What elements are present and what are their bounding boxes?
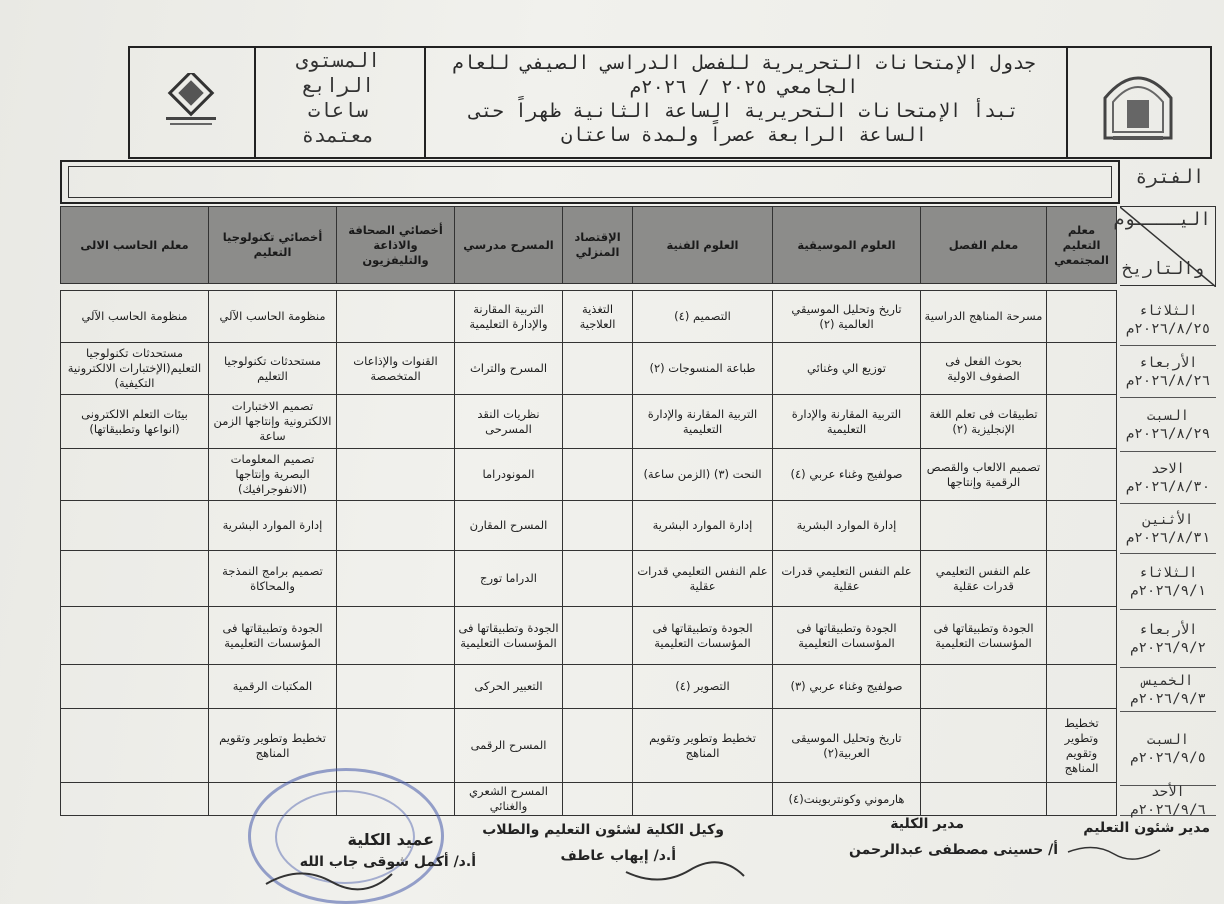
column-header: أخصائي الصحافة والاذاعة والتليفزيون [337, 207, 455, 284]
exam-cell: القنوات والإذاعات المتخصصة [337, 343, 455, 395]
exam-cell: نظريات النقد المسرحى [455, 395, 563, 449]
title-line: الساعة الرابعة عصراً ولمدة ساعتان [560, 124, 928, 146]
date-column [1113, 206, 1216, 818]
exam-cell: هارموني وكونتربوينت(٤) [773, 783, 921, 816]
exam-cell [1047, 551, 1117, 607]
exam-date: ٢٠٢٦/٨/٢٥م [1125, 320, 1211, 337]
exam-cell [921, 709, 1047, 783]
day-date-cell [1120, 668, 1216, 712]
exam-cell: مستحدثات تكنولوجيا التعليم(الإختبارات الالكترونية التكيفية) [61, 343, 209, 395]
exam-cell: الجودة وتطبيقاتها فى المؤسسات التعليمية [209, 607, 337, 665]
exam-date: ٢٠٢٦/٩/٥م [1130, 749, 1206, 766]
day-name: السبت [1146, 407, 1190, 424]
exam-date: ٢٠٢٦/٩/٣م [1130, 690, 1206, 707]
manager-name: أ/ حسينى مصطفى عبدالرحمن [848, 842, 1058, 858]
exam-row [61, 709, 1117, 783]
day-date-cell [1120, 554, 1216, 610]
header-row [61, 207, 1117, 284]
exam-cell: المسرح المقارن [455, 501, 563, 551]
exam-cell: مستحدثات تكنولوجيا التعليم [209, 343, 337, 395]
day-date-cell [1120, 452, 1216, 504]
vice-name: أ.د/ إيهاب عاطف [560, 848, 676, 864]
exam-cell [337, 665, 455, 709]
affairs-title: مدير شئون التعليم [1083, 820, 1210, 836]
exam-cell [337, 291, 455, 343]
exam-cell: مسرحة المناهج الدراسية [921, 291, 1047, 343]
exam-cell: المسرح والتراث [455, 343, 563, 395]
exam-cell [1047, 665, 1117, 709]
title-line: تبدأ الإمتحانات التحريرية الساعة الثانية ظهراً حتى [469, 100, 1019, 122]
exam-cell: التربية المقارنة والإدارة التعليمية [455, 291, 563, 343]
exam-cell [563, 783, 633, 816]
title-line: جدول الإمتحانات التحريرية للفصل الدراسي الصيفي للعام [452, 52, 1036, 74]
exam-cell: تصميم برامج النمذجة والمحاكاة [209, 551, 337, 607]
exam-cell: تخطيط وتطوير وتقويم المناهج [1047, 709, 1117, 783]
manager-title: مدير الكلية [890, 816, 964, 832]
exam-cell [61, 449, 209, 501]
exam-cell: التعبير الحركى [455, 665, 563, 709]
exam-cell [563, 709, 633, 783]
exam-cell [633, 783, 773, 816]
exam-cell: علم النفس التعليمي قدرات عقلية [633, 551, 773, 607]
exam-cell [1047, 449, 1117, 501]
exam-row [61, 343, 1117, 395]
day-name: الأحد [1151, 783, 1185, 800]
exam-cell [61, 501, 209, 551]
date-header: والتاريخ [1122, 259, 1204, 279]
exam-cell [61, 607, 209, 665]
exam-row [61, 501, 1117, 551]
day-name: الأربعاء [1138, 354, 1198, 371]
period-label: الفترة [1135, 166, 1205, 188]
day-date-cell [1120, 610, 1216, 668]
exam-date: ٢٠٢٦/٨/٣٠م [1125, 478, 1211, 495]
exam-row [61, 607, 1117, 665]
column-header: معلم التعليم المجتمعي [1047, 207, 1117, 284]
exam-cell: التغذية العلاجية [563, 291, 633, 343]
exam-row [61, 449, 1117, 501]
exam-cell: الدراما تورج [455, 551, 563, 607]
level-label [254, 48, 422, 157]
exam-row [61, 783, 1117, 816]
exam-cell [337, 395, 455, 449]
exam-cell: إدارة الموارد البشرية [209, 501, 337, 551]
exam-row [61, 395, 1117, 449]
exam-cell [563, 551, 633, 607]
exam-cell: بحوث الفعل فى الصفوف الاولية [921, 343, 1047, 395]
university-seal [1066, 48, 1210, 157]
exam-cell [921, 665, 1047, 709]
exam-cell: تخطيط وتطوير وتقويم المناهج [209, 709, 337, 783]
day-header: اليــــوم [1113, 209, 1211, 230]
day-name: الثلاثاء [1138, 302, 1198, 319]
exam-cell: صولفيج وغناء عربي (٤) [773, 449, 921, 501]
exam-cell: علم النفس التعليمي قدرات عقلية [773, 551, 921, 607]
exam-date: ٢٠٢٦/٩/٢م [1130, 639, 1206, 656]
exam-cell [1047, 783, 1117, 816]
exam-cell [1047, 343, 1117, 395]
exam-cell [337, 551, 455, 607]
exam-cell: تاريخ وتحليل الموسيقي العالمية (٢) [773, 291, 921, 343]
exam-cell [337, 449, 455, 501]
exam-cell: المونودراما [455, 449, 563, 501]
exam-cell [337, 501, 455, 551]
column-header: معلم الفصل [921, 207, 1047, 284]
exam-cell [921, 501, 1047, 551]
exam-date: ٢٠٢٦/٨/٣١م [1125, 529, 1211, 546]
level-line: المستوى [295, 48, 381, 72]
day-name: الخميس [1142, 672, 1194, 689]
affairs-signature [1064, 838, 1164, 868]
day-date-header [1113, 206, 1216, 286]
day-date-cell [1120, 712, 1216, 786]
exam-cell: توزيع الي وغنائي [773, 343, 921, 395]
exam-cell: طباعة المنسوجات (٢) [633, 343, 773, 395]
exam-cell [61, 709, 209, 783]
day-name: الأثنين [1142, 511, 1194, 528]
day-name: الاحد [1151, 460, 1185, 477]
exam-cell: الجودة وتطبيقاتها فى المؤسسات التعليمية [921, 607, 1047, 665]
signatures [0, 816, 1224, 904]
exam-cell: إدارة الموارد البشرية [633, 501, 773, 551]
exam-cell [1047, 395, 1117, 449]
column-header: معلم الحاسب الالى [61, 207, 209, 284]
exam-cell [61, 783, 209, 816]
dean-signature [260, 860, 400, 900]
exam-date: ٢٠٢٦/٨/٢٦م [1125, 372, 1211, 389]
exam-cell: المسرح الشعري والغنائي [455, 783, 563, 816]
vice-title: وكيل الكلية لشئون التعليم والطلاب [482, 822, 724, 838]
exam-cell: صولفيج وغناء عربي (٣) [773, 665, 921, 709]
exam-cell [563, 665, 633, 709]
day-date-cell [1120, 346, 1216, 398]
exam-cell: النحت (٣) (الزمن ساعة) [633, 449, 773, 501]
schedule-table [60, 206, 1117, 816]
exam-cell: تطبيقات فى تعلم اللغة الإنجليزية (٢) [921, 395, 1047, 449]
day-date-cell [1120, 398, 1216, 452]
exam-cell: الجودة وتطبيقاتها فى المؤسسات التعليمية [773, 607, 921, 665]
level-line: ساعات [307, 98, 369, 122]
day-name: الثلاثاء [1138, 564, 1198, 581]
exam-cell [921, 783, 1047, 816]
day-date-cell [1120, 504, 1216, 554]
exam-cell [563, 501, 633, 551]
column-header: العلوم الموسيقية [773, 207, 921, 284]
exam-cell [563, 395, 633, 449]
day-name: السبت [1146, 731, 1190, 748]
dean-title: عميد الكلية [347, 830, 434, 849]
exam-cell: تاريخ وتحليل الموسيقى العربية(٢) [773, 709, 921, 783]
exam-cell: بيئات التعلم الالكترونى (انواعها وتطبيقاتها) [61, 395, 209, 449]
title-line: الجامعي ٢٠٢٥ / ٢٠٢٦م [629, 76, 859, 98]
exam-cell: تخطيط وتطوير وتقويم المناهج [633, 709, 773, 783]
column-header: الإقتصاد المنزلي [563, 207, 633, 284]
exam-cell [563, 607, 633, 665]
column-header: العلوم الفنية [633, 207, 773, 284]
exam-cell: التربية المقارنة والإدارة التعليمية [773, 395, 921, 449]
dean-name: أ.د/ أكمل شوقى جاب الله [299, 854, 476, 870]
exam-cell: الجودة وتطبيقاتها فى المؤسسات التعليمية [455, 607, 563, 665]
exam-date: ٢٠٢٦/٩/١م [1130, 582, 1206, 599]
period-box [60, 160, 1120, 204]
level-line: معتمدة [301, 123, 375, 147]
exam-cell [61, 665, 209, 709]
day-date-cell [1120, 294, 1216, 346]
document-title [424, 48, 1064, 157]
day-name: الأربعاء [1138, 621, 1198, 638]
exam-cell: التصوير (٤) [633, 665, 773, 709]
exam-cell [563, 343, 633, 395]
faculty-logo [130, 48, 252, 157]
exam-cell [337, 607, 455, 665]
schedule-grid [60, 206, 1216, 816]
vice-signature [620, 852, 750, 892]
exam-cell: الجودة وتطبيقاتها فى المؤسسات التعليمية [633, 607, 773, 665]
column-header: المسرح مدرسي [455, 207, 563, 284]
exam-cell: التربية المقارنة والإدارة التعليمية [633, 395, 773, 449]
exam-cell [563, 449, 633, 501]
exam-cell: تصميم الالعاب والقصص الرقمية وإنتاجها [921, 449, 1047, 501]
exam-row [61, 291, 1117, 343]
exam-cell: إدارة الموارد البشرية [773, 501, 921, 551]
exam-row [61, 665, 1117, 709]
exam-cell: علم النفس التعليمي قدرات عقلية [921, 551, 1047, 607]
exam-cell: التصميم (٤) [633, 291, 773, 343]
exam-cell: تصميم المعلومات البصرية وإنتاجها (الانفوجرافيك) [209, 449, 337, 501]
exam-date: ٢٠٢٦/٩/٦م [1130, 801, 1206, 818]
column-header: أخصائي تكنولوجيا التعليم [209, 207, 337, 284]
exam-cell: منظومة الحاسب الآلي [209, 291, 337, 343]
exam-row [61, 551, 1117, 607]
exam-cell: تصميم الاختبارات الالكترونية وإنتاجها الزمن ساعة [209, 395, 337, 449]
level-line: الرابع [301, 73, 375, 97]
exam-cell [1047, 291, 1117, 343]
exam-cell [1047, 501, 1117, 551]
exam-date: ٢٠٢٦/٨/٢٩م [1125, 425, 1211, 442]
exam-cell [1047, 607, 1117, 665]
exam-cell: منظومة الحاسب الآلي [61, 291, 209, 343]
exam-cell: المكتبات الرقمية [209, 665, 337, 709]
exam-cell: المسرح الرقمى [455, 709, 563, 783]
exam-cell [61, 551, 209, 607]
day-date-cell [1120, 783, 1216, 818]
